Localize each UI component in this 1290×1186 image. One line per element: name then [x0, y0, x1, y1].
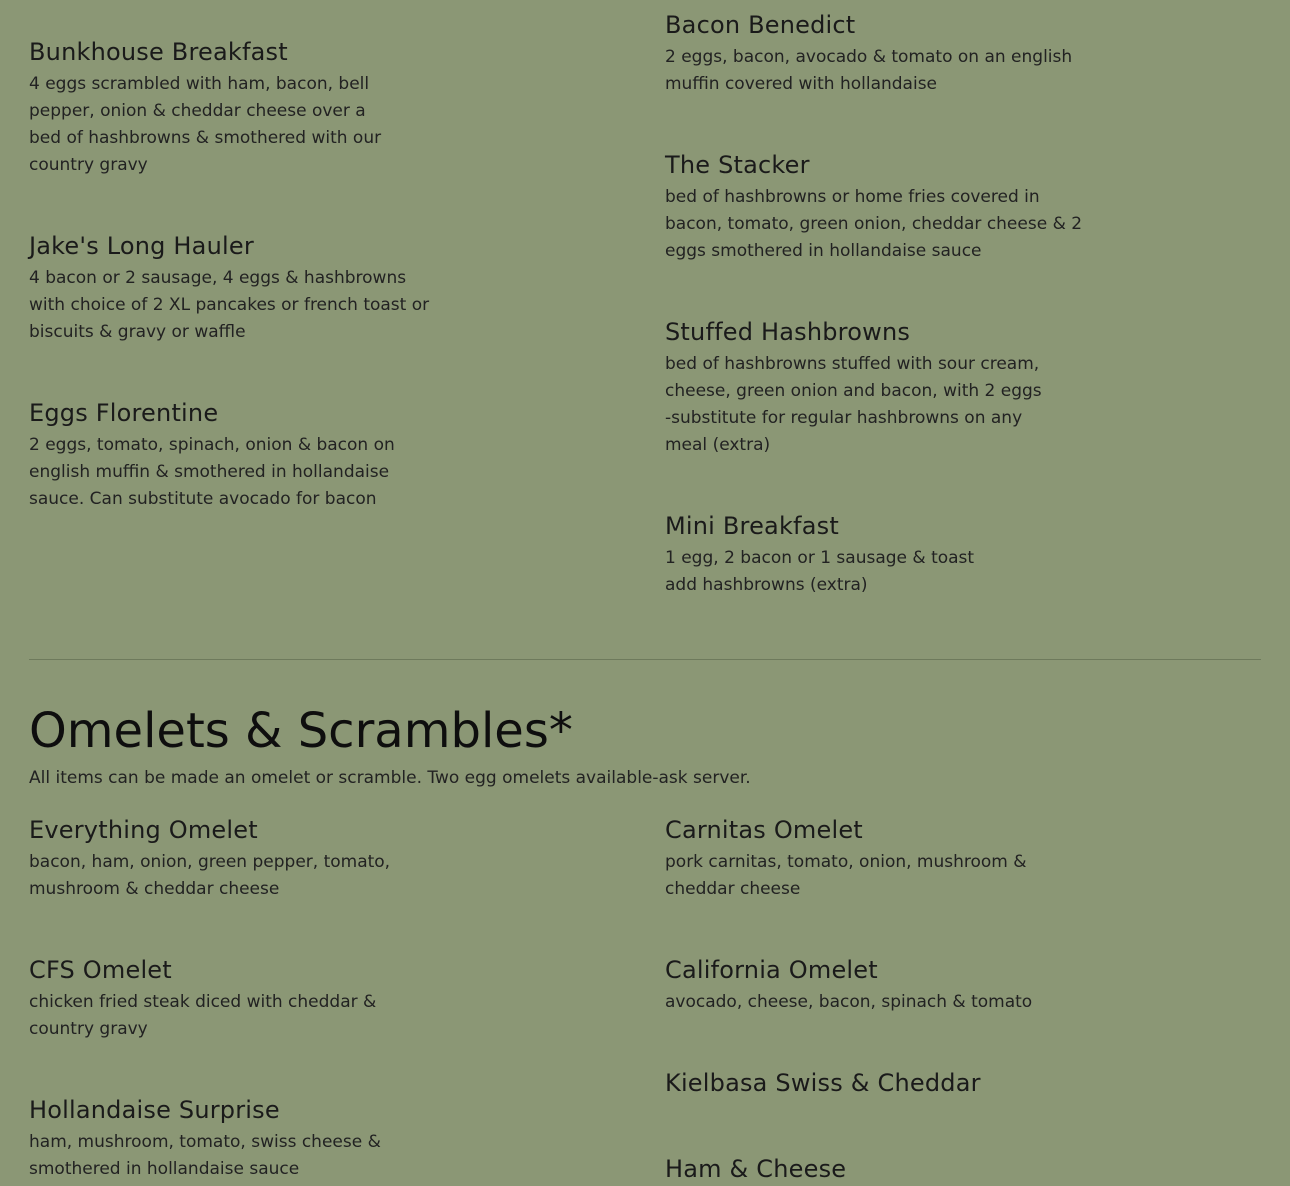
menu-item-description: bed of hashbrowns stuffed with sour cream, cheese, green onion and bacon, with 2 eggs -substitute for regular hashbrowns on any meal (extra)	[665, 354, 1042, 455]
menu-item-title: Ham & Cheese	[665, 1155, 847, 1183]
menu-item-description: 4 eggs scrambled with ham, bacon, bell pepper, onion & cheddar cheese over a bed of hashbrowns & smothered with our country gravy	[29, 74, 382, 175]
section-note: All items can be made an omelet or scramble. Two egg omelets available-ask server.	[29, 768, 751, 788]
menu-item-description: ham, mushroom, tomato, swiss cheese & smothered in hollandaise sauce	[29, 1132, 381, 1179]
menu-item-title: Kielbasa Swiss & Cheddar	[665, 1069, 981, 1097]
menu-item-mini-breakfast	[665, 511, 974, 599]
menu-item-ham-cheese	[665, 1154, 846, 1184]
menu-item-hollandaise-surprise	[29, 1095, 381, 1183]
menu-item-title: Everything Omelet	[29, 816, 258, 844]
menu-item-description: 4 bacon or 2 sausage, 4 eggs & hashbrowns with choice of 2 XL pancakes or french toast or biscuits & gravy or waffle	[29, 268, 430, 342]
menu-item-title: Bunkhouse Breakfast	[29, 38, 288, 66]
menu-item-everything-omelet	[29, 815, 390, 903]
menu-item-description: bacon, ham, onion, green pepper, tomato, mushroom & cheddar cheese	[29, 852, 391, 899]
menu-item-title: Eggs Florentine	[29, 399, 219, 427]
menu-item-bunkhouse-breakfast	[29, 37, 381, 179]
menu-item-description: avocado, cheese, bacon, spinach & tomato	[665, 992, 1033, 1012]
menu-item-cfs-omelet	[29, 955, 376, 1043]
menu-item-description: 2 eggs, bacon, avocado & tomato on an english muffin covered with hollandaise	[665, 47, 1073, 94]
menu-item-title: Carnitas Omelet	[665, 816, 863, 844]
menu-item-title: Bacon Benedict	[665, 11, 856, 39]
menu-item-title: Mini Breakfast	[665, 512, 839, 540]
menu-item-description: pork carnitas, tomato, onion, mushroom & cheddar cheese	[665, 852, 1027, 899]
menu-item-jakes-long-hauler	[29, 231, 429, 346]
menu-item-description: bed of hashbrowns or home fries covered in bacon, tomato, green onion, cheddar cheese & 2 eggs smothered in hollandaise sauce	[665, 187, 1083, 261]
section-title: Omelets & Scrambles*	[29, 703, 573, 759]
menu-item-title: California Omelet	[665, 956, 878, 984]
menu-item-carnitas-omelet	[665, 815, 1027, 903]
menu-item-bacon-benedict	[665, 10, 1072, 98]
menu-item-description: chicken fried steak diced with cheddar & country gravy	[29, 992, 377, 1039]
menu-item-the-stacker	[665, 150, 1082, 265]
section-divider	[29, 659, 1261, 660]
menu-item-description: 2 eggs, tomato, spinach, onion & bacon on english muffin & smothered in hollandaise sauce. Can substitute avocado for bacon	[29, 435, 395, 509]
menu-item-california-omelet	[665, 955, 1032, 1016]
menu-item-kielbasa-swiss-cheddar	[665, 1068, 981, 1098]
menu-item-title: Jake's Long Hauler	[29, 232, 254, 260]
menu-item-title: Hollandaise Surprise	[29, 1096, 280, 1124]
menu-item-eggs-florentine	[29, 398, 395, 513]
menu-item-description: 1 egg, 2 bacon or 1 sausage & toast add hashbrowns (extra)	[665, 548, 975, 595]
menu-item-title: CFS Omelet	[29, 956, 172, 984]
menu-item-title: The Stacker	[665, 151, 810, 179]
menu-item-stuffed-hashbrowns	[665, 317, 1042, 459]
menu-item-title: Stuffed Hashbrowns	[665, 318, 911, 346]
